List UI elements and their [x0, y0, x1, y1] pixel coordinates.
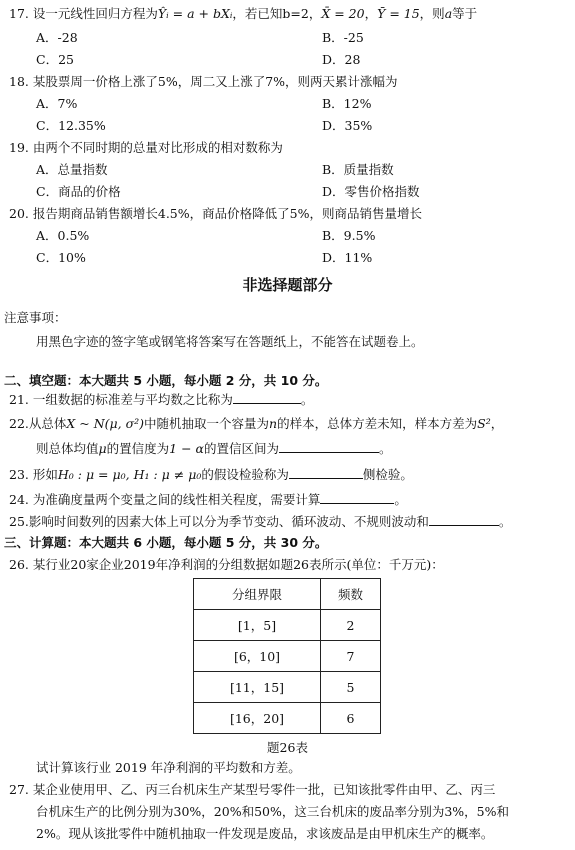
q21-answer-blank[interactable] [233, 391, 301, 404]
table-cell: [6，10] [194, 641, 321, 672]
q19-option-d: D．零售价格指数 [322, 184, 420, 199]
q17-text-a: 设一元线性回归方程为 [32, 6, 158, 21]
q26-stem [9, 557, 444, 573]
q17-text-f: 等于 [452, 6, 478, 21]
q25-text: 影响时间数列的因素大体上可以分为季节变动、循环波动、不规则波动和 [28, 514, 429, 529]
q17-option-b: B．-25 [322, 30, 364, 45]
q20-number: 20. [9, 206, 29, 221]
q25-number: 25. [9, 514, 29, 529]
q18-option-c: C．12.35% [36, 118, 106, 133]
q22-distribution: X ~ N(μ, σ²) [66, 416, 145, 431]
q22-line1 [9, 416, 503, 432]
table-header-row [194, 579, 381, 610]
part2-heading: 二、填空题：本大题共 5 小题，每小题 2 分，共 10 分。 [4, 373, 328, 388]
q26-table [193, 578, 381, 734]
q22-s2: S² [477, 416, 491, 431]
section-title: 非选择题部分 [242, 276, 333, 294]
q26-ask: 试计算该行业 2019 年净利润的平均数和方差。 [36, 760, 301, 775]
q23-hypothesis: H₀ : μ = μ₀, H₁ : μ ≠ μ₀ [57, 467, 202, 482]
q17-a-var: a [444, 6, 453, 21]
table-row [194, 703, 381, 734]
q24-end: 。 [394, 492, 407, 507]
q18-option-b: B．12% [322, 96, 372, 111]
table-cell: 7 [321, 641, 381, 672]
q17-text-b: ，若已知 [232, 6, 283, 21]
table-row [194, 672, 381, 703]
q21-line [9, 391, 313, 408]
q23-line [9, 466, 413, 483]
q17-option-c: C．25 [36, 52, 74, 67]
q18-option-a: A．7% [36, 96, 78, 111]
q27-line2: 台机床生产的比例分别为30%，20%和50%，这三台机床的废品率分别为3%，5%和 [36, 804, 510, 819]
table-row [194, 610, 381, 641]
table-cell: [16，20] [194, 703, 321, 734]
q20-option-c: C．10% [36, 250, 86, 265]
q20-option-b: B．9.5% [322, 228, 376, 243]
table-cell: [11，15] [194, 672, 321, 703]
q22-end: 。 [379, 441, 392, 456]
q24-answer-blank[interactable] [320, 491, 394, 504]
q24-line [9, 491, 407, 508]
q23-text-a: 形如 [32, 467, 58, 482]
q17-option-d: D．28 [322, 52, 361, 67]
q19-option-b: B．质量指数 [322, 162, 394, 177]
q22-text-b: 中随机抽取一个容量为 [144, 416, 270, 431]
q19-text: 由两个不同时期的总量对比形成的相对数称为 [32, 140, 283, 155]
q20-option-d: D．11% [322, 250, 373, 265]
q26-text: 某行业20家企业2019年净利润的分组数据如题26表所示(单位：千万元)： [32, 557, 444, 572]
q22-text-a: 从总体 [28, 416, 67, 431]
q26-number: 26. [9, 557, 29, 572]
q17-ybar: Ȳ = 15 [377, 6, 420, 21]
notes-heading: 注意事项： [4, 310, 67, 325]
q21-text: 一组数据的标准差与平均数之比称为 [32, 392, 233, 407]
q22-answer-blank[interactable] [279, 440, 379, 453]
table-cell: 2 [321, 610, 381, 641]
q17-number: 17. [9, 6, 29, 21]
q23-text-b: 的假设检验称为 [201, 467, 289, 482]
q22-text-2b: 的置信度为 [106, 441, 170, 456]
q17-stem [9, 6, 477, 22]
q19-option-c: C．商品的价格 [36, 184, 121, 199]
q21-end: 。 [300, 392, 314, 407]
q18-option-d: D．35% [322, 118, 373, 133]
q22-text-2c: 的置信区间为 [203, 441, 279, 456]
q19-stem [9, 140, 283, 156]
q20-option-a: A．0.5% [36, 228, 90, 243]
table-row [194, 641, 381, 672]
table-cell: [1，5] [194, 610, 321, 641]
q24-text: 为准确度量两个变量之间的线性相关程度，需要计算 [32, 492, 321, 507]
q23-number: 23. [9, 467, 29, 482]
q17-text-e: ，则 [419, 6, 445, 21]
q22-text-c: 的样本，总体方差未知，样本方差为 [277, 416, 478, 431]
q17-text-d: ， [364, 6, 378, 21]
q25-answer-blank[interactable] [429, 513, 499, 526]
q27-line1 [9, 782, 495, 798]
q27-line3: 2%。现从该批零件中随机抽取一件发现是废品，求该废品是由甲机床生产的概率。 [36, 826, 494, 841]
q19-option-a: A．总量指数 [36, 162, 108, 177]
q20-text: 报告期商品销售额增长4.5%，商品价格降低了5%，则商品销售量增长 [32, 206, 422, 221]
q21-number: 21. [9, 392, 29, 407]
q23-text-c: 侧检验。 [362, 467, 413, 482]
q20-stem [9, 206, 422, 222]
q18-number: 18. [9, 74, 29, 89]
q23-answer-blank[interactable] [289, 466, 363, 479]
q22-number: 22. [9, 416, 29, 431]
q18-stem [9, 74, 398, 90]
q17-text-c: ， [308, 6, 322, 21]
table-header-cell: 频数 [321, 579, 381, 610]
q25-end: 。 [498, 514, 512, 529]
q18-text: 某股票周一价格上涨了5%，周二又上涨了7%，则两天累计涨幅为 [32, 74, 398, 89]
q17-formula: Ŷᵢ = a + bXᵢ [157, 6, 233, 21]
q22-alpha: 1 − α [169, 441, 204, 456]
part3-heading: 三、计算题：本大题共 6 小题，每小题 5 分，共 30 分。 [4, 535, 328, 550]
notes-body: 用黑色字迹的签字笔或钢笔将答案写在答题纸上，不能答在试题卷上。 [36, 334, 424, 349]
q27-number: 27. [9, 782, 29, 797]
q27-text-1: 某企业使用甲、乙、丙三台机床生产某型号零件一批，已知该批零件由甲、乙、丙三 [32, 782, 496, 797]
q22-mu: μ [98, 441, 107, 456]
q26-table-caption: 题26表 [267, 740, 308, 755]
q17-option-a: A．-28 [36, 30, 78, 45]
q22-line2 [36, 440, 392, 457]
q17-b-value: b=2 [282, 6, 309, 21]
q24-number: 24. [9, 492, 29, 507]
q22-n: n [269, 416, 278, 431]
q22-text-2a: 则总体均值 [36, 441, 99, 456]
table-header-cell: 分组界限 [194, 579, 321, 610]
q19-number: 19. [9, 140, 29, 155]
q22-text-d: ， [490, 416, 504, 431]
table-cell: 5 [321, 672, 381, 703]
q17-xbar: X̄ = 20 [321, 6, 365, 21]
q25-line [9, 513, 511, 530]
table-cell: 6 [321, 703, 381, 734]
